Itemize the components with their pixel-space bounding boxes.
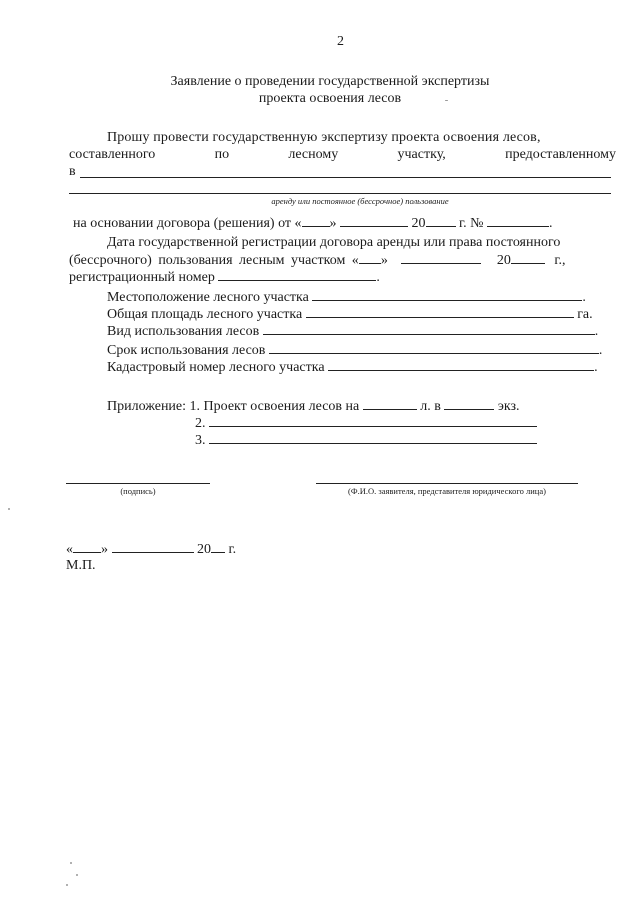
field-area-label: Общая площадь лесного участка xyxy=(107,307,303,322)
field-area xyxy=(107,305,593,323)
word-4: участку, xyxy=(397,147,446,162)
date-quote-open: « xyxy=(66,542,73,557)
paragraph-intro: Прошу провести государственную экспертизу проекта освоения лесов, xyxy=(107,130,541,145)
paragraph-intro-line2 xyxy=(69,146,616,163)
field-location-input[interactable] xyxy=(312,288,582,301)
registration-quote-close: » xyxy=(380,253,388,268)
date-month-field[interactable] xyxy=(112,540,194,553)
registration-year-prefix: 20 xyxy=(496,253,511,268)
registration-number-end: . xyxy=(376,270,380,285)
basis-line xyxy=(73,214,553,232)
field-cadastral xyxy=(107,358,598,376)
paragraph-intro-line3-start: в xyxy=(69,164,76,179)
word-1: составленного xyxy=(69,147,156,162)
field-usage-term-label: Срок использования лесов xyxy=(107,343,266,358)
basis-year-prefix: 20 xyxy=(411,216,426,231)
field-location-suffix: . xyxy=(582,290,586,305)
registration-day-field[interactable] xyxy=(359,251,381,264)
field-usage-type xyxy=(107,322,598,340)
attachments-item2 xyxy=(195,414,537,432)
basis-year-field[interactable] xyxy=(426,214,456,227)
field-cadastral-suffix: . xyxy=(594,360,598,375)
date-year-end: г. xyxy=(228,542,237,557)
stamp-place: М.П. xyxy=(66,558,96,573)
word-3: лесному xyxy=(288,147,339,162)
document-title-line1: Заявление о проведении государственной экспертизы xyxy=(170,74,490,89)
attachments-pages-field[interactable] xyxy=(363,397,417,410)
attachments-label: Приложение: xyxy=(107,399,187,414)
registration-number-field[interactable] xyxy=(218,268,376,281)
field-usage-type-suffix: . xyxy=(594,324,599,339)
field-location xyxy=(107,288,586,306)
page-number: 2 xyxy=(337,34,344,49)
basis-day-field[interactable] xyxy=(302,214,330,227)
lease-recipient-line-1[interactable] xyxy=(80,177,611,178)
scan-speck xyxy=(445,100,448,101)
registration-year-field[interactable] xyxy=(511,251,545,264)
basis-month-field[interactable] xyxy=(340,214,408,227)
applicant-name-caption: (Ф.И.О. заявителя, представителя юридического лица) xyxy=(348,486,546,496)
basis-quote-close: » xyxy=(329,216,337,231)
lease-caption: аренду или постоянное (бессрочное) пользование xyxy=(271,196,449,206)
basis-end: . xyxy=(549,216,553,231)
field-cadastral-input[interactable] xyxy=(328,358,594,371)
word-5: предоставленному xyxy=(505,147,616,162)
attachments-item3-field[interactable] xyxy=(209,431,537,444)
registration-line1: Дата государственной регистрации договора аренды или права постоянного xyxy=(107,235,561,250)
applicant-name-line[interactable] xyxy=(316,483,578,484)
registration-number-label: регистрационный номер xyxy=(69,270,215,285)
document-title-line2: проекта освоения лесов xyxy=(258,91,402,106)
basis-number-label: г. № xyxy=(459,216,484,231)
field-usage-term-suffix: . xyxy=(598,343,603,358)
field-usage-type-input[interactable] xyxy=(263,322,595,335)
date-quote-close: » xyxy=(101,542,108,557)
date-year-field[interactable] xyxy=(211,540,225,553)
attachments-item2-field[interactable] xyxy=(209,414,537,427)
field-cadastral-label: Кадастровый номер лесного участка xyxy=(107,360,325,375)
field-area-suffix: га. xyxy=(577,307,593,322)
attachments-item1 xyxy=(107,397,520,415)
attachments-item1-prefix: 1. Проект освоения лесов на xyxy=(189,399,360,414)
basis-prefix: на основании договора (решения) от « xyxy=(73,216,302,231)
attachments-item2-number: 2. xyxy=(195,416,206,431)
scan-speck xyxy=(70,862,72,864)
registration-line3 xyxy=(69,268,380,286)
field-location-label: Местоположение лесного участка xyxy=(107,290,309,305)
registration-prefix: (бессрочного) пользования лесным участком « xyxy=(69,253,359,268)
field-area-input[interactable] xyxy=(306,305,574,318)
scan-speck xyxy=(8,508,10,510)
word-2: по xyxy=(214,147,230,162)
lease-recipient-line-2[interactable] xyxy=(69,193,611,194)
scan-speck xyxy=(66,884,68,886)
field-usage-term-input[interactable] xyxy=(269,341,599,354)
signature-caption: (подпись) xyxy=(120,486,156,496)
field-usage-type-label: Вид использования лесов xyxy=(107,324,260,339)
basis-number-field[interactable] xyxy=(487,214,549,227)
attachments-item3-number: 3. xyxy=(195,433,206,448)
signature-line[interactable] xyxy=(66,483,210,484)
date-year-prefix: 20 xyxy=(197,542,211,557)
registration-year-end: г., xyxy=(554,253,566,268)
date-line xyxy=(66,540,236,558)
attachments-item1-end: экз. xyxy=(497,399,520,414)
attachments-copies-field[interactable] xyxy=(444,397,494,410)
attachments-item1-mid: л. в xyxy=(420,399,441,414)
registration-month-field[interactable] xyxy=(401,251,481,264)
field-usage-term xyxy=(107,341,602,359)
scan-speck xyxy=(76,874,78,876)
date-day-field[interactable] xyxy=(73,540,101,553)
attachments-item3 xyxy=(195,431,537,449)
registration-line2 xyxy=(69,251,616,269)
